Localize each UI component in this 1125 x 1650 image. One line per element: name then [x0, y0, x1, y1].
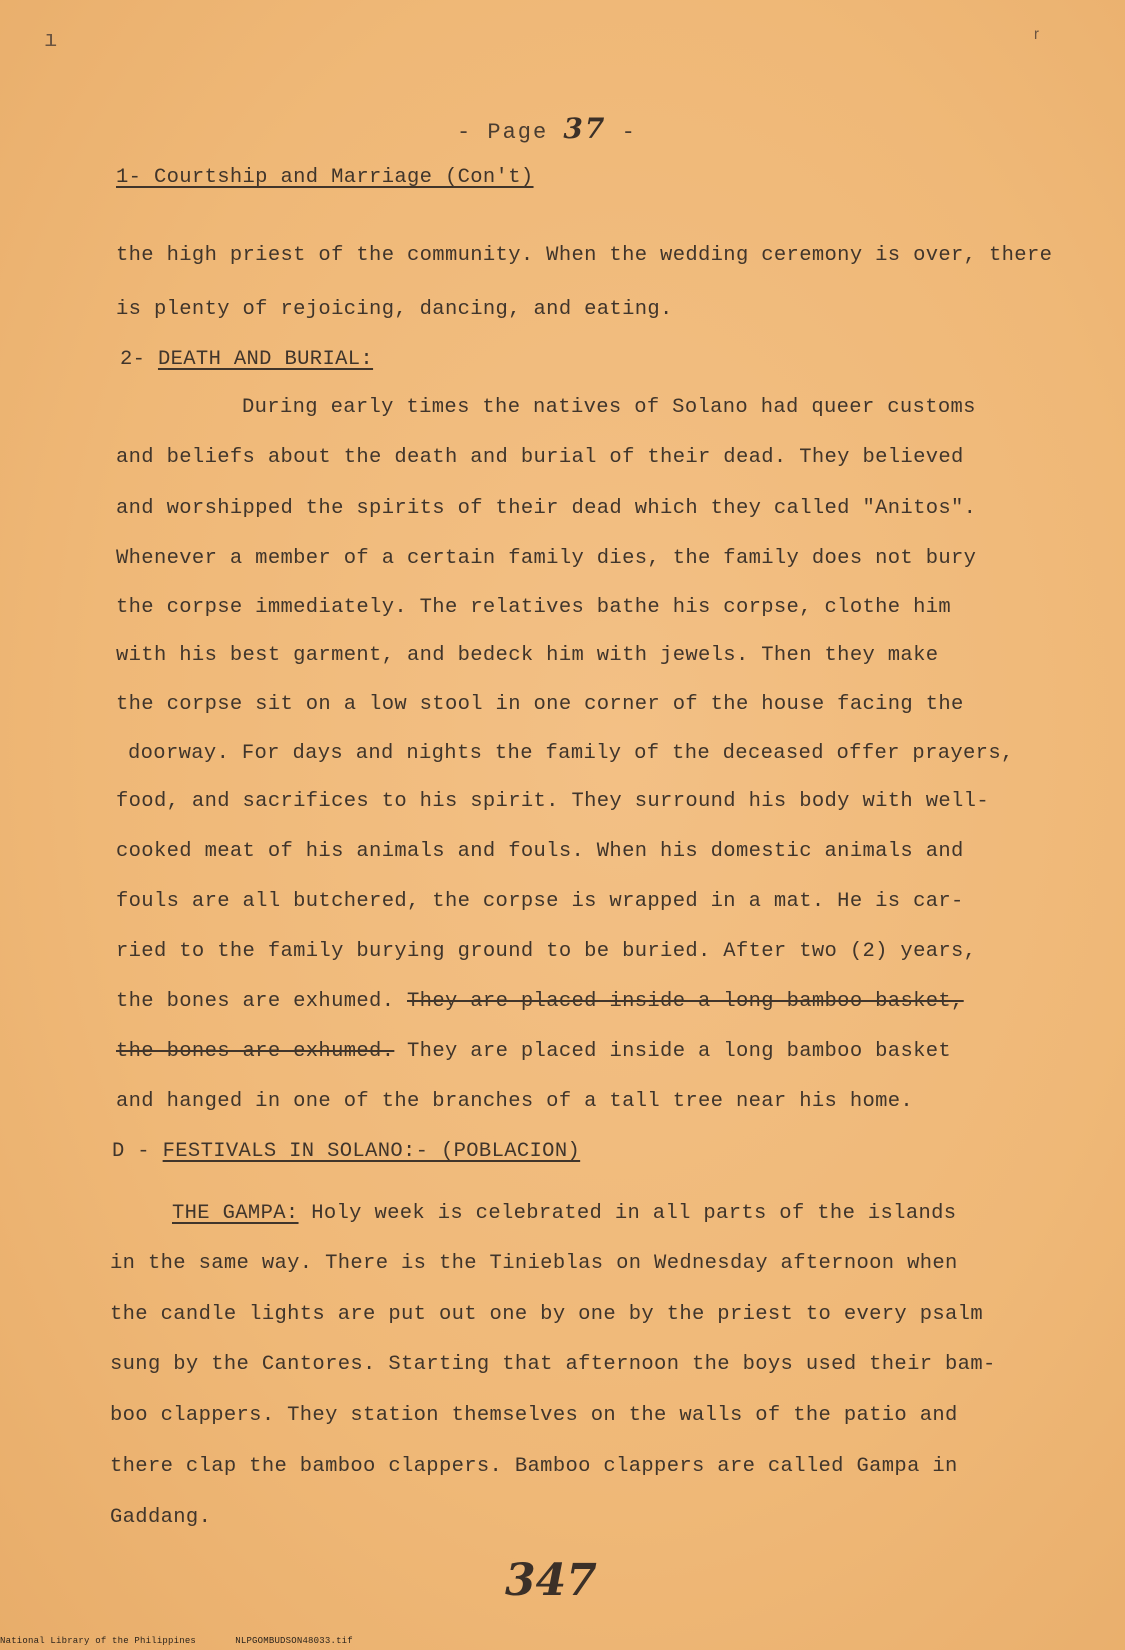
- death-heading: [120, 348, 373, 371]
- death-line: During early times the natives of Solano had queer customs: [242, 396, 976, 419]
- festival-heading-prefix: D -: [112, 1140, 150, 1163]
- placed-text: They are placed inside a long bamboo basket: [407, 1040, 952, 1063]
- death-line: with his best garment, and bedeck him with jewels. Then they make: [116, 644, 939, 667]
- struck-text: the bones are exhumed.: [116, 1040, 395, 1063]
- death-heading-number: 2-: [120, 348, 146, 371]
- death-heading-title: DEATH AND BURIAL:: [157, 348, 374, 371]
- exhumed-line: [116, 990, 964, 1013]
- death-line: the corpse sit on a low stool in one corner of the house facing the: [116, 693, 964, 716]
- page-header-prefix: - Page: [457, 120, 549, 145]
- gampa-line: in the same way. There is the Tinieblas on Wednesday afternoon when: [110, 1252, 958, 1275]
- death-line: and worshipped the spirits of their dead which they called "Anitos".: [116, 497, 977, 520]
- death-line: Whenever a member of a certain family dies, the family does not bury: [116, 547, 977, 570]
- gampa-first-line: [172, 1202, 956, 1225]
- gampa-line: Gaddang.: [110, 1506, 212, 1529]
- margin-mark-right: ʳ: [1030, 26, 1044, 51]
- section-heading: [116, 166, 534, 189]
- footer: [0, 1636, 353, 1646]
- struck-text: They are placed inside a long bamboo basket,: [407, 990, 964, 1013]
- gampa-first-text: Holy week is celebrated in all parts of the islands: [311, 1202, 957, 1225]
- page-header: [457, 112, 637, 145]
- death-line: doorway. For days and nights the family of the deceased offer prayers,: [128, 742, 1014, 765]
- paragraph-line: is plenty of rejoicing, dancing, and eating.: [116, 298, 673, 321]
- gampa-line: the candle lights are put out one by one by the priest to every psalm: [110, 1303, 983, 1326]
- death-line: and beliefs about the death and burial of their dead. They believed: [116, 446, 964, 469]
- gampa-label: THE GAMPA:: [172, 1202, 299, 1225]
- death-line: fouls are all butchered, the corpse is wrapped in a mat. He is car-: [116, 890, 964, 913]
- gampa-line: boo clappers. They station themselves on the walls of the patio and: [110, 1404, 958, 1427]
- festival-heading-title: FESTIVALS IN SOLANO:- (POBLACION): [162, 1140, 581, 1163]
- page-number: 37: [563, 112, 607, 145]
- festival-heading: [112, 1140, 580, 1163]
- handwritten-page-number: 347: [505, 1555, 597, 1606]
- gampa-line: sung by the Cantores. Starting that afternoon the boys used their bam-: [110, 1353, 996, 1376]
- death-line: ried to the family burying ground to be buried. After two (2) years,: [116, 940, 977, 963]
- placed-line: [116, 1040, 951, 1063]
- death-line: cooked meat of his animals and fouls. When his domestic animals and: [116, 840, 964, 863]
- section-heading-text: 1- Courtship and Marriage (Con't): [116, 166, 534, 189]
- paragraph-line: the high priest of the community. When the wedding ceremony is over, there: [116, 244, 1053, 267]
- page-header-suffix: -: [621, 120, 637, 145]
- footer-library: National Library of the Philippines: [0, 1636, 197, 1646]
- margin-mark-left: ı: [44, 28, 58, 53]
- footer-file: NLPGOMBUDSON48033.tif: [235, 1636, 353, 1646]
- death-line: and hanged in one of the branches of a tall tree near his home.: [116, 1090, 914, 1113]
- exhumed-text: the bones are exhumed.: [116, 990, 395, 1013]
- gampa-line: there clap the bamboo clappers. Bamboo clappers are called Gampa in: [110, 1455, 958, 1478]
- death-line: the corpse immediately. The relatives bathe his corpse, clothe him: [116, 596, 952, 619]
- death-line: food, and sacrifices to his spirit. They surround his body with well-: [116, 790, 989, 813]
